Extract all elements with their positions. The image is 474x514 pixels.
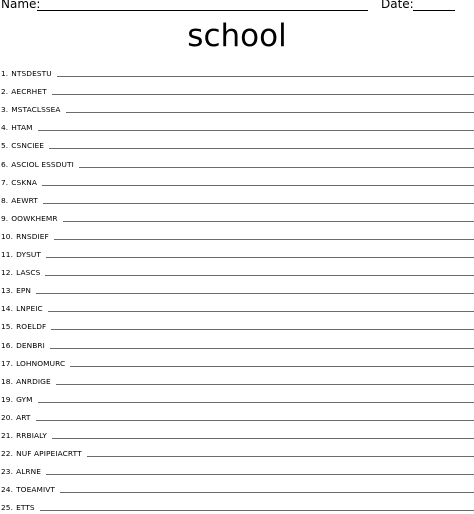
- item-number: 8.: [1, 195, 9, 205]
- scramble-item: [0, 352, 474, 370]
- item-number: 25.: [1, 503, 14, 513]
- scrambled-word: DYSUT: [16, 250, 41, 260]
- answer-line[interactable]: [87, 456, 474, 457]
- scrambled-word: AEWRT: [11, 195, 38, 205]
- item-number: 15.: [1, 322, 14, 332]
- scrambled-word: CSKNA: [11, 177, 38, 187]
- scramble-item: [0, 80, 474, 98]
- scramble-item-text: [0, 395, 33, 406]
- scramble-item-text: [0, 286, 31, 297]
- answer-line[interactable]: [36, 420, 474, 421]
- answer-line[interactable]: [57, 76, 474, 77]
- answer-line[interactable]: [42, 185, 474, 186]
- answer-line[interactable]: [46, 257, 474, 258]
- scramble-item: [0, 460, 474, 478]
- scramble-item-text: [0, 359, 65, 370]
- scrambled-word: GYM: [16, 394, 33, 404]
- item-number: 11.: [1, 250, 14, 260]
- item-number: 14.: [1, 304, 14, 314]
- scramble-item: [0, 442, 474, 460]
- scrambled-word: CSNCIEE: [11, 141, 45, 151]
- item-number: 18.: [1, 376, 14, 386]
- scramble-item-text: [0, 268, 40, 279]
- name-answer-line[interactable]: [37, 10, 368, 11]
- answer-line[interactable]: [38, 402, 474, 403]
- item-number: 5.: [1, 141, 9, 151]
- scramble-item: [0, 297, 474, 315]
- scrambled-word: NUF APIPEIACRTT: [16, 449, 82, 459]
- scramble-item: [0, 315, 474, 333]
- scramble-item: [0, 496, 474, 514]
- scramble-item: [0, 478, 474, 496]
- item-number: 20.: [1, 412, 14, 422]
- scrambled-word: OOWKHEMR: [11, 213, 58, 223]
- scrambled-word: TOEAMIVT: [16, 485, 56, 495]
- scramble-item-text: [0, 503, 35, 514]
- answer-line[interactable]: [56, 384, 474, 385]
- scramble-item-text: [0, 178, 37, 189]
- answer-line[interactable]: [66, 112, 474, 113]
- scramble-item: [0, 171, 474, 189]
- scrambled-word: ANRDIGE: [16, 376, 51, 386]
- answer-line[interactable]: [50, 348, 474, 349]
- scrambled-word: ALRNE: [16, 467, 42, 477]
- answer-line[interactable]: [49, 148, 474, 149]
- answer-line[interactable]: [45, 275, 474, 276]
- worksheet-header: [0, 0, 474, 14]
- scramble-item: [0, 116, 474, 134]
- scrambled-word: LNPEIC: [16, 304, 43, 314]
- scramble-item: [0, 189, 474, 207]
- scramble-item-text: [0, 449, 82, 460]
- item-number: 2.: [1, 87, 9, 97]
- scrambled-word: ETTS: [16, 503, 35, 513]
- scrambled-word: ART: [16, 412, 31, 422]
- scramble-item-text: [0, 467, 41, 478]
- answer-line[interactable]: [52, 438, 474, 439]
- item-number: 4.: [1, 123, 9, 133]
- answer-line[interactable]: [43, 203, 474, 204]
- scramble-item: [0, 406, 474, 424]
- answer-line[interactable]: [51, 329, 474, 330]
- item-number: 6.: [1, 159, 9, 169]
- scramble-item: [0, 388, 474, 406]
- scrambled-word: HTAM: [11, 123, 33, 133]
- scrambled-word: RRBIALY: [16, 430, 47, 440]
- scramble-item-text: [0, 87, 47, 98]
- answer-line[interactable]: [38, 130, 474, 131]
- scramble-item-text: [0, 214, 58, 225]
- item-number: 16.: [1, 340, 14, 350]
- answer-line[interactable]: [48, 311, 474, 312]
- item-number: 9.: [1, 213, 9, 223]
- scramble-item: [0, 62, 474, 80]
- scrambled-word: EPN: [16, 286, 32, 296]
- scramble-item: [0, 370, 474, 388]
- scramble-item: [0, 243, 474, 261]
- scrambled-word: MSTACLSSEA: [11, 105, 61, 115]
- item-number: 10.: [1, 231, 14, 241]
- scrambled-word: AECRHET: [11, 87, 47, 97]
- scramble-item: [0, 333, 474, 351]
- date-answer-line[interactable]: [413, 10, 455, 11]
- answer-line[interactable]: [60, 492, 474, 493]
- item-number: 22.: [1, 449, 14, 459]
- scrambled-word: LASCS: [16, 268, 41, 278]
- item-number: 7.: [1, 177, 9, 187]
- scramble-item: [0, 225, 474, 243]
- scrambled-word: NTSDESTU: [11, 69, 52, 79]
- item-number: 24.: [1, 485, 14, 495]
- answer-line[interactable]: [79, 167, 474, 168]
- scrambled-word: ASCIOL ESSDUTI: [11, 159, 74, 169]
- scramble-item-text: [0, 196, 38, 207]
- worksheet-title: school: [187, 18, 287, 54]
- item-number: 21.: [1, 430, 14, 440]
- scramble-item-text: [0, 304, 43, 315]
- scrambled-word: LOHNOMURC: [16, 358, 66, 368]
- scramble-item-text: [0, 322, 46, 333]
- date-label: Date:: [381, 0, 414, 11]
- item-number: 3.: [1, 105, 9, 115]
- scramble-item: [0, 424, 474, 442]
- answer-line[interactable]: [54, 239, 474, 240]
- scramble-item: [0, 261, 474, 279]
- scramble-item-text: [0, 431, 47, 442]
- scramble-item-text: [0, 341, 45, 352]
- scramble-item-text: [0, 232, 49, 243]
- scrambled-word: DENBRI: [16, 340, 45, 350]
- item-number: 23.: [1, 467, 14, 477]
- scramble-item-text: [0, 250, 41, 261]
- scramble-item-text: [0, 413, 31, 424]
- scramble-item: [0, 98, 474, 116]
- scramble-item-text: [0, 141, 44, 152]
- answer-line[interactable]: [63, 221, 474, 222]
- scramble-list: [0, 62, 474, 514]
- scrambled-word: RNSDIEF: [16, 231, 49, 241]
- scramble-item-text: [0, 69, 52, 80]
- item-number: 19.: [1, 394, 14, 404]
- item-number: 13.: [1, 286, 14, 296]
- name-label: Name:: [1, 0, 41, 11]
- scramble-item-text: [0, 377, 51, 388]
- item-number: 12.: [1, 268, 14, 278]
- scramble-item-text: [0, 485, 55, 496]
- item-number: 1.: [1, 69, 9, 79]
- scramble-item: [0, 134, 474, 152]
- scramble-item: [0, 152, 474, 170]
- answer-line[interactable]: [70, 366, 474, 367]
- answer-line[interactable]: [46, 474, 474, 475]
- scramble-item-text: [0, 123, 33, 134]
- scramble-item-text: [0, 105, 61, 116]
- scramble-item: [0, 207, 474, 225]
- scramble-item-text: [0, 160, 74, 171]
- answer-line[interactable]: [36, 293, 474, 294]
- scrambled-word: ROELDF: [16, 322, 47, 332]
- item-number: 17.: [1, 358, 14, 368]
- answer-line[interactable]: [52, 94, 474, 95]
- scramble-item: [0, 279, 474, 297]
